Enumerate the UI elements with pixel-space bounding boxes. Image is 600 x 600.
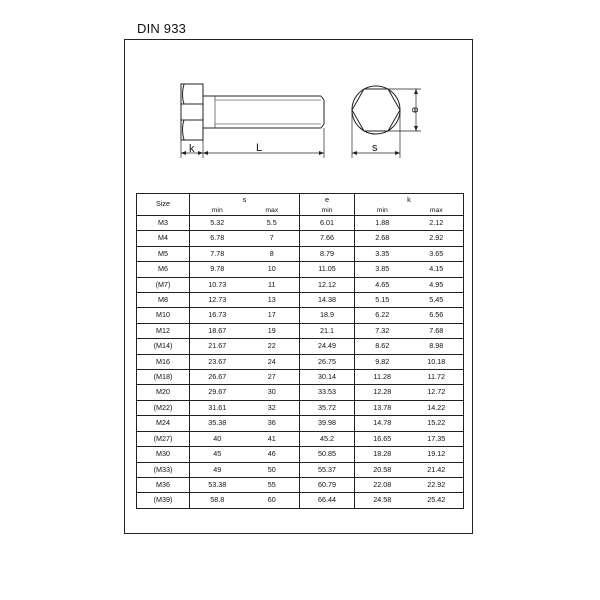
cell-s-min: 23.67: [190, 354, 245, 369]
cell-k-min: 8.62: [355, 339, 410, 354]
cell-k-max: 15.22: [410, 416, 464, 431]
cell-s-max: 24: [245, 354, 300, 369]
cell-e-min: 14.38: [300, 293, 355, 308]
cell-k-min: 22.08: [355, 477, 410, 492]
bolt-side-view: [181, 84, 324, 158]
cell-e-min: 35.72: [300, 400, 355, 415]
table-row: [137, 477, 464, 492]
header-s: s: [190, 194, 300, 207]
cell-k-min: 12.28: [355, 385, 410, 400]
cell-k-max: 14.22: [410, 400, 464, 415]
cell-size: (M18): [137, 370, 190, 385]
cell-s-min: 26.67: [190, 370, 245, 385]
cell-s-min: 7.78: [190, 246, 245, 261]
header-e-min: min: [300, 206, 355, 216]
bolt-drawing: [125, 40, 472, 190]
cell-s-min: 31.61: [190, 400, 245, 415]
cell-k-min: 20.58: [355, 462, 410, 477]
bolt-head-outline: [181, 84, 203, 140]
document-title: DIN 933: [137, 21, 187, 36]
cell-s-max: 22: [245, 339, 300, 354]
table-row: [137, 462, 464, 477]
cell-e-min: 12.12: [300, 277, 355, 292]
header-size: Size: [137, 194, 190, 216]
cell-s-min: 12.73: [190, 293, 245, 308]
cell-e-min: 30.14: [300, 370, 355, 385]
cell-s-max: 60: [245, 493, 300, 508]
cell-k-max: 4.15: [410, 262, 464, 277]
table-row: [137, 308, 464, 323]
cell-e-min: 33.53: [300, 385, 355, 400]
cell-k-max: 4.95: [410, 277, 464, 292]
table-row: [137, 231, 464, 246]
cell-s-max: 13: [245, 293, 300, 308]
cell-s-min: 58.8: [190, 493, 245, 508]
cell-e-min: 18.9: [300, 308, 355, 323]
cell-size: (M22): [137, 400, 190, 415]
cell-e-min: 60.79: [300, 477, 355, 492]
cell-s-min: 6.78: [190, 231, 245, 246]
dim-k-label: k: [189, 143, 195, 155]
cell-s-max: 50: [245, 462, 300, 477]
cell-k-max: 19.12: [410, 447, 464, 462]
cell-k-max: 21.42: [410, 462, 464, 477]
bolt-end-view: [352, 86, 421, 158]
cell-s-max: 11: [245, 277, 300, 292]
table-row: [137, 216, 464, 231]
cell-e-min: 39.98: [300, 416, 355, 431]
cell-s-min: 10.73: [190, 277, 245, 292]
bolt-hex-outline: [352, 89, 400, 131]
cell-size: M6: [137, 262, 190, 277]
cell-s-min: 53.38: [190, 477, 245, 492]
table-row: [137, 400, 464, 415]
header-k: k: [355, 194, 464, 207]
cell-size: (M7): [137, 277, 190, 292]
cell-e-min: 50.85: [300, 447, 355, 462]
cell-k-max: 6.56: [410, 308, 464, 323]
dim-s-label: s: [372, 142, 378, 154]
cell-size: M8: [137, 293, 190, 308]
cell-size: M20: [137, 385, 190, 400]
cell-s-min: 45: [190, 447, 245, 462]
cell-size: (M33): [137, 462, 190, 477]
cell-s-max: 10: [245, 262, 300, 277]
table-row: [137, 339, 464, 354]
cell-s-max: 27: [245, 370, 300, 385]
cell-e-min: 55.37: [300, 462, 355, 477]
cell-k-min: 9.82: [355, 354, 410, 369]
cell-k-min: 16.65: [355, 431, 410, 446]
cell-e-min: 6.01: [300, 216, 355, 231]
cell-k-min: 4.65: [355, 277, 410, 292]
cell-s-min: 9.78: [190, 262, 245, 277]
cell-size: M5: [137, 246, 190, 261]
cell-e-min: 66.44: [300, 493, 355, 508]
cell-size: M16: [137, 354, 190, 369]
cell-k-min: 1.88: [355, 216, 410, 231]
cell-e-min: 11.05: [300, 262, 355, 277]
header-k-min: min: [355, 206, 410, 216]
cell-s-max: 30: [245, 385, 300, 400]
cell-k-max: 12.72: [410, 385, 464, 400]
bolt-end-circle: [352, 86, 400, 134]
table-row: [137, 262, 464, 277]
cell-e-min: 8.79: [300, 246, 355, 261]
cell-size: M30: [137, 447, 190, 462]
cell-size: (M14): [137, 339, 190, 354]
cell-k-min: 3.85: [355, 262, 410, 277]
cell-k-max: 8.98: [410, 339, 464, 354]
cell-size: M10: [137, 308, 190, 323]
header-s-max: max: [245, 206, 300, 216]
end-view-arrows: [352, 89, 418, 155]
cell-s-max: 55: [245, 477, 300, 492]
table-row: [137, 416, 464, 431]
table-row: [137, 493, 464, 508]
cell-size: M4: [137, 231, 190, 246]
cell-k-max: 2.92: [410, 231, 464, 246]
header-k-max: max: [410, 206, 464, 216]
table-row: [137, 354, 464, 369]
cell-k-max: 2.12: [410, 216, 464, 231]
cell-k-min: 18.28: [355, 447, 410, 462]
cell-size: M3: [137, 216, 190, 231]
dim-e-label: e: [409, 106, 421, 113]
cell-s-min: 49: [190, 462, 245, 477]
cell-k-min: 2.68: [355, 231, 410, 246]
cell-s-max: 36: [245, 416, 300, 431]
cell-k-max: 7.68: [410, 323, 464, 338]
table-row: [137, 246, 464, 261]
table-row: [137, 447, 464, 462]
header-e: e: [300, 194, 355, 207]
cell-s-min: 35.38: [190, 416, 245, 431]
table-row: [137, 370, 464, 385]
cell-size: M36: [137, 477, 190, 492]
cell-size: M24: [137, 416, 190, 431]
dimension-table: [136, 193, 464, 509]
cell-s-max: 41: [245, 431, 300, 446]
cell-k-min: 7.32: [355, 323, 410, 338]
table-row: [137, 293, 464, 308]
cell-e-min: 26.75: [300, 354, 355, 369]
cell-s-min: 21.67: [190, 339, 245, 354]
cell-k-min: 3.35: [355, 246, 410, 261]
cell-s-min: 29.67: [190, 385, 245, 400]
cell-s-min: 16.73: [190, 308, 245, 323]
cell-k-min: 24.58: [355, 493, 410, 508]
cell-s-max: 46: [245, 447, 300, 462]
cell-e-min: 24.49: [300, 339, 355, 354]
cell-s-max: 5.5: [245, 216, 300, 231]
bolt-head-chamfer: [183, 84, 185, 140]
cell-s-min: 18.67: [190, 323, 245, 338]
header-s-min: min: [190, 206, 245, 216]
cell-size: M12: [137, 323, 190, 338]
cell-k-min: 14.78: [355, 416, 410, 431]
cell-k-max: 10.18: [410, 354, 464, 369]
cell-e-min: 21.1: [300, 323, 355, 338]
table-row: [137, 277, 464, 292]
cell-s-max: 8: [245, 246, 300, 261]
table-row: [137, 385, 464, 400]
cell-k-max: 25.42: [410, 493, 464, 508]
table-row: [137, 431, 464, 446]
cell-s-max: 7: [245, 231, 300, 246]
table-row: [137, 323, 464, 338]
cell-k-min: 11.28: [355, 370, 410, 385]
cell-k-max: 11.72: [410, 370, 464, 385]
cell-size: (M27): [137, 431, 190, 446]
cell-s-min: 40: [190, 431, 245, 446]
cell-e-min: 7.66: [300, 231, 355, 246]
cell-k-max: 22.92: [410, 477, 464, 492]
cell-k-min: 5.15: [355, 293, 410, 308]
cell-k-max: 17.35: [410, 431, 464, 446]
cell-k-min: 13.78: [355, 400, 410, 415]
cell-size: (M39): [137, 493, 190, 508]
cell-s-min: 5.32: [190, 216, 245, 231]
spec-sheet-frame: [124, 39, 473, 534]
cell-s-max: 17: [245, 308, 300, 323]
cell-k-min: 6.22: [355, 308, 410, 323]
dim-L-label: L: [256, 142, 263, 154]
cell-k-max: 3.65: [410, 246, 464, 261]
table-body: [137, 216, 464, 509]
cell-k-max: 5.45: [410, 293, 464, 308]
cell-s-max: 32: [245, 400, 300, 415]
cell-s-max: 19: [245, 323, 300, 338]
cell-e-min: 45.2: [300, 431, 355, 446]
